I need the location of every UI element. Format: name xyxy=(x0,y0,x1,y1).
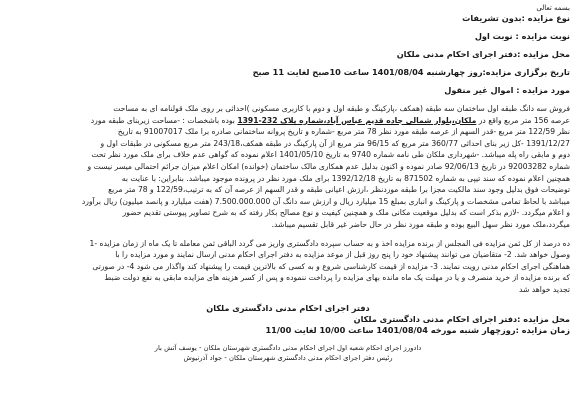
condition-line: که برنده مزایده از خرید منصرف و یا در مهلت یک ماه مانده بهای مزایده را پرداخت ننموده و پس از کسر هزینه های مزایده مابقی به نفع دولت ضبط xyxy=(104,273,570,283)
description-line xyxy=(6,115,570,127)
bismillah: بسمه تعالی xyxy=(536,4,570,12)
description-line: میباشد با لحاظ تمامی مشخصات و پارکینگ و انباری بمبلغ 15 میلیارد ریال و ارزش سه دانگ آن 7.500.000.000 (هفت میلیارد و پانصد میلیون) ریال برآورد xyxy=(81,196,570,206)
footer-place: محل مزایده :دفتر اجرای احکام مدنی دادگستری ملکان xyxy=(353,313,570,324)
description-line: توضیحات فوق بدلیل وجود سند مالکیت مجزا برا طبقه موردنظر ،ارزش اعیانی طبقه و قدر السهم از عرصه آن که به ترتیب،122/59 و 78 متر مربع xyxy=(108,185,570,195)
description-text: عرصه 156 متر مربع واقع در xyxy=(476,115,570,125)
condition-line: تجدید خواهد شد xyxy=(519,284,570,294)
signature-line-2: رئیس دفتر اجرای احکام مدنی دادگستری شهرستان ملکان - جواد آذرنیوش xyxy=(183,353,393,362)
description-line: همچنین اعلام نموده که سند تیپی به شماره 871502 به تاریخ 1392/12/18 برای ملک مورد نظر در پرونده موجود میباشد. بنابراین: با عنایت به xyxy=(121,173,570,183)
signature-line-1: دادورز اجرای احکام شعبه اول اجرای احکام مدنی دادگستری شهرستان ملکان - یوسف آتش بار xyxy=(154,343,422,352)
issuing-office: دفتر اجرای احکام مدنی دادگستری ملکان xyxy=(206,302,370,313)
auction-place: محل مزایده :دفتر اجرای احکام مدنی ملکان xyxy=(396,49,570,59)
condition-line: هماهنگی اجرای احکام مدنی رویت نمایند. 3- مزایده از قیمت کارشناسی شروع و به کسی که بالاترین قیمت را پیشنهاد کند واگذار می شود 4- در صورتی xyxy=(92,261,570,271)
description-line: میگردد،ملک مورد نظر سهل البیع بوده و طبقه مورد نظر در حال حاضر غیر قابل تقسیم میباشد. xyxy=(271,219,570,229)
auction-type: نوع مزایده :بدون تشریفات xyxy=(462,13,570,23)
auction-round: نوبت مزایده : نوبت اول xyxy=(474,31,570,41)
description-line: 1391/12/27 -کل زیر بنای احداثی 360/77 متر مربع که 96/15 متر مربع از آن پارکینگ در طبقه همکف،243/18 متر مربع مسکونی در طبقات اول و xyxy=(100,138,570,148)
condition-line: ده درصد از کل ثمن مزایده فی المجلس از برنده مزایده اخذ و به حساب سپرده دادگستری واریز می گردد الباقی ثمن معامله تا یک ماه از زمان مزایده -1 xyxy=(89,238,570,248)
description-line: دوم و مابقی راه پله میباشد. -شهرداری ملکان طی نامه شماره 9740 به تاریخ 1401/05/10 اعلام نموده که گواهی عدم خلاف برای ملک مورد نظر تحت xyxy=(91,150,570,160)
description-line: و اعلام میگردد. -لازم بذکر است که بدلیل موقعیت مکانی ملک و همچنین کیفیت و نوع مصالح بکار رفته که به شرح تصاویر پیوستی تقدیم حضور xyxy=(122,208,570,218)
footer-time: زمان مزایده :روزچهار شنبه مورخه 1401/08/04 ساعت 10/00 لغایت 11/00 xyxy=(265,324,570,335)
condition-line: وصول خواهد شد. 2- متقاضیان می توانند پیشنهاد خود را پنج روز قبل از موعد مزایده به دفتر اجرای احکام مدنی ارسال نمایند و مورد مزایده را با xyxy=(115,250,570,260)
auction-subject: مورد مزایده : اموال غیر منقول xyxy=(444,85,570,95)
description-line: فروش سه دانگ طبقه اول ساختمان سه طبقه (همکف ،پارکینگ و طبقه اول و دوم با کاربری مسکونی )احداثی بر روی ملک قولنامه ای به مساحت xyxy=(113,104,570,113)
auction-conditions xyxy=(6,238,570,296)
description-line: نظر 122/59 متر مربع -قدر السهم از عرصه طبقه مورد نظر 78 متر مربع -شماره و تاریخ پروانه ساختمانی صادره برا ملک 91007017 به تاریخ xyxy=(117,127,570,137)
description-line: شماره 92003282 در تاریخ 92/06/13 صادر نموده و اکنون بدلیل عدم همکاری مالک ساختمان (خوانده) امکان اعلام میزان جرائم احتمالی میسر نیست و xyxy=(87,161,570,171)
property-description xyxy=(6,103,570,231)
auction-datetime: تاریخ برگزاری مزایده:روز چهارشنبه 1401/08/04 ساعت 10صبح لغایت 11 صبح xyxy=(252,67,570,77)
description-text: بوده باشخصات : -مساحت زیربنای طبقه مورد xyxy=(90,115,238,125)
property-address: ملکان،بلوار شمالی جاده قدیم عباس آباد،شماره پلاک 232-1391 xyxy=(237,115,477,125)
